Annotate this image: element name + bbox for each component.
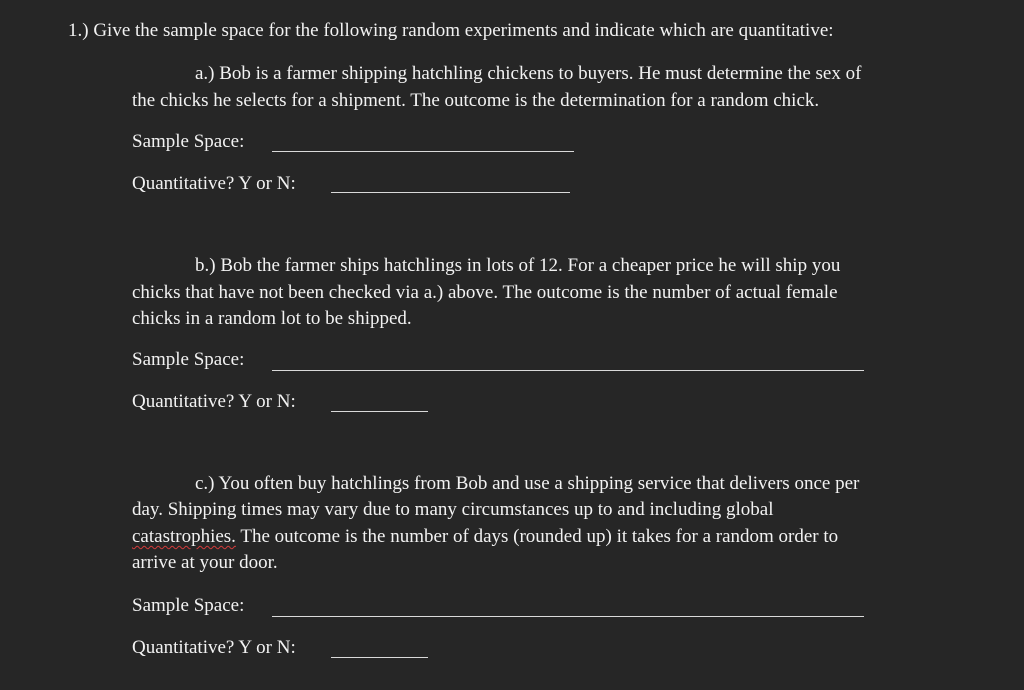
part-c-line-1: c.) You often buy hatchlings from Bob and use a shipping service that delivers once per (195, 473, 860, 494)
misspelled-word: catastrophies. (132, 526, 236, 547)
part-c-quantitative-blank[interactable] (331, 657, 428, 658)
part-c-quantitative-label: Quantitative? Y or N: (132, 637, 296, 658)
part-b-sample-space-blank[interactable] (272, 370, 864, 371)
part-b-quantitative-label: Quantitative? Y or N: (132, 391, 296, 412)
part-c-line-4: arrive at your door. (132, 552, 278, 573)
part-c-line-3-text: The outcome is the number of days (rounded up) it takes for a random order to (240, 526, 839, 547)
part-b-line-2: chicks that have not been checked via a.) above. The outcome is the number of actual female (132, 282, 838, 303)
part-c-line-3 (132, 524, 838, 550)
part-b-sample-space-label: Sample Space: (132, 349, 245, 370)
part-a-quantitative-blank[interactable] (331, 192, 570, 193)
question-title: 1.) Give the sample space for the following random experiments and indicate which are quantitative: (68, 20, 834, 41)
part-a-sample-space-blank[interactable] (272, 151, 574, 152)
part-c-sample-space-label: Sample Space: (132, 595, 245, 616)
part-b-quantitative-blank[interactable] (331, 411, 428, 412)
part-a-quantitative-label: Quantitative? Y or N: (132, 173, 296, 194)
part-a-line-2: the chicks he selects for a shipment. The outcome is the determination for a random chick. (132, 90, 820, 111)
part-c-sample-space-blank[interactable] (272, 616, 864, 617)
part-a-line-1: a.) Bob is a farmer shipping hatchling chickens to buyers. He must determine the sex of (195, 63, 862, 84)
part-b-line-1: b.) Bob the farmer ships hatchlings in lots of 12. For a cheaper price he will ship you (195, 255, 841, 276)
part-a-sample-space-label: Sample Space: (132, 131, 245, 152)
part-c-line-2: day. Shipping times may vary due to many circumstances up to and including global (132, 499, 774, 520)
part-b-line-3: chicks in a random lot to be shipped. (132, 308, 412, 329)
